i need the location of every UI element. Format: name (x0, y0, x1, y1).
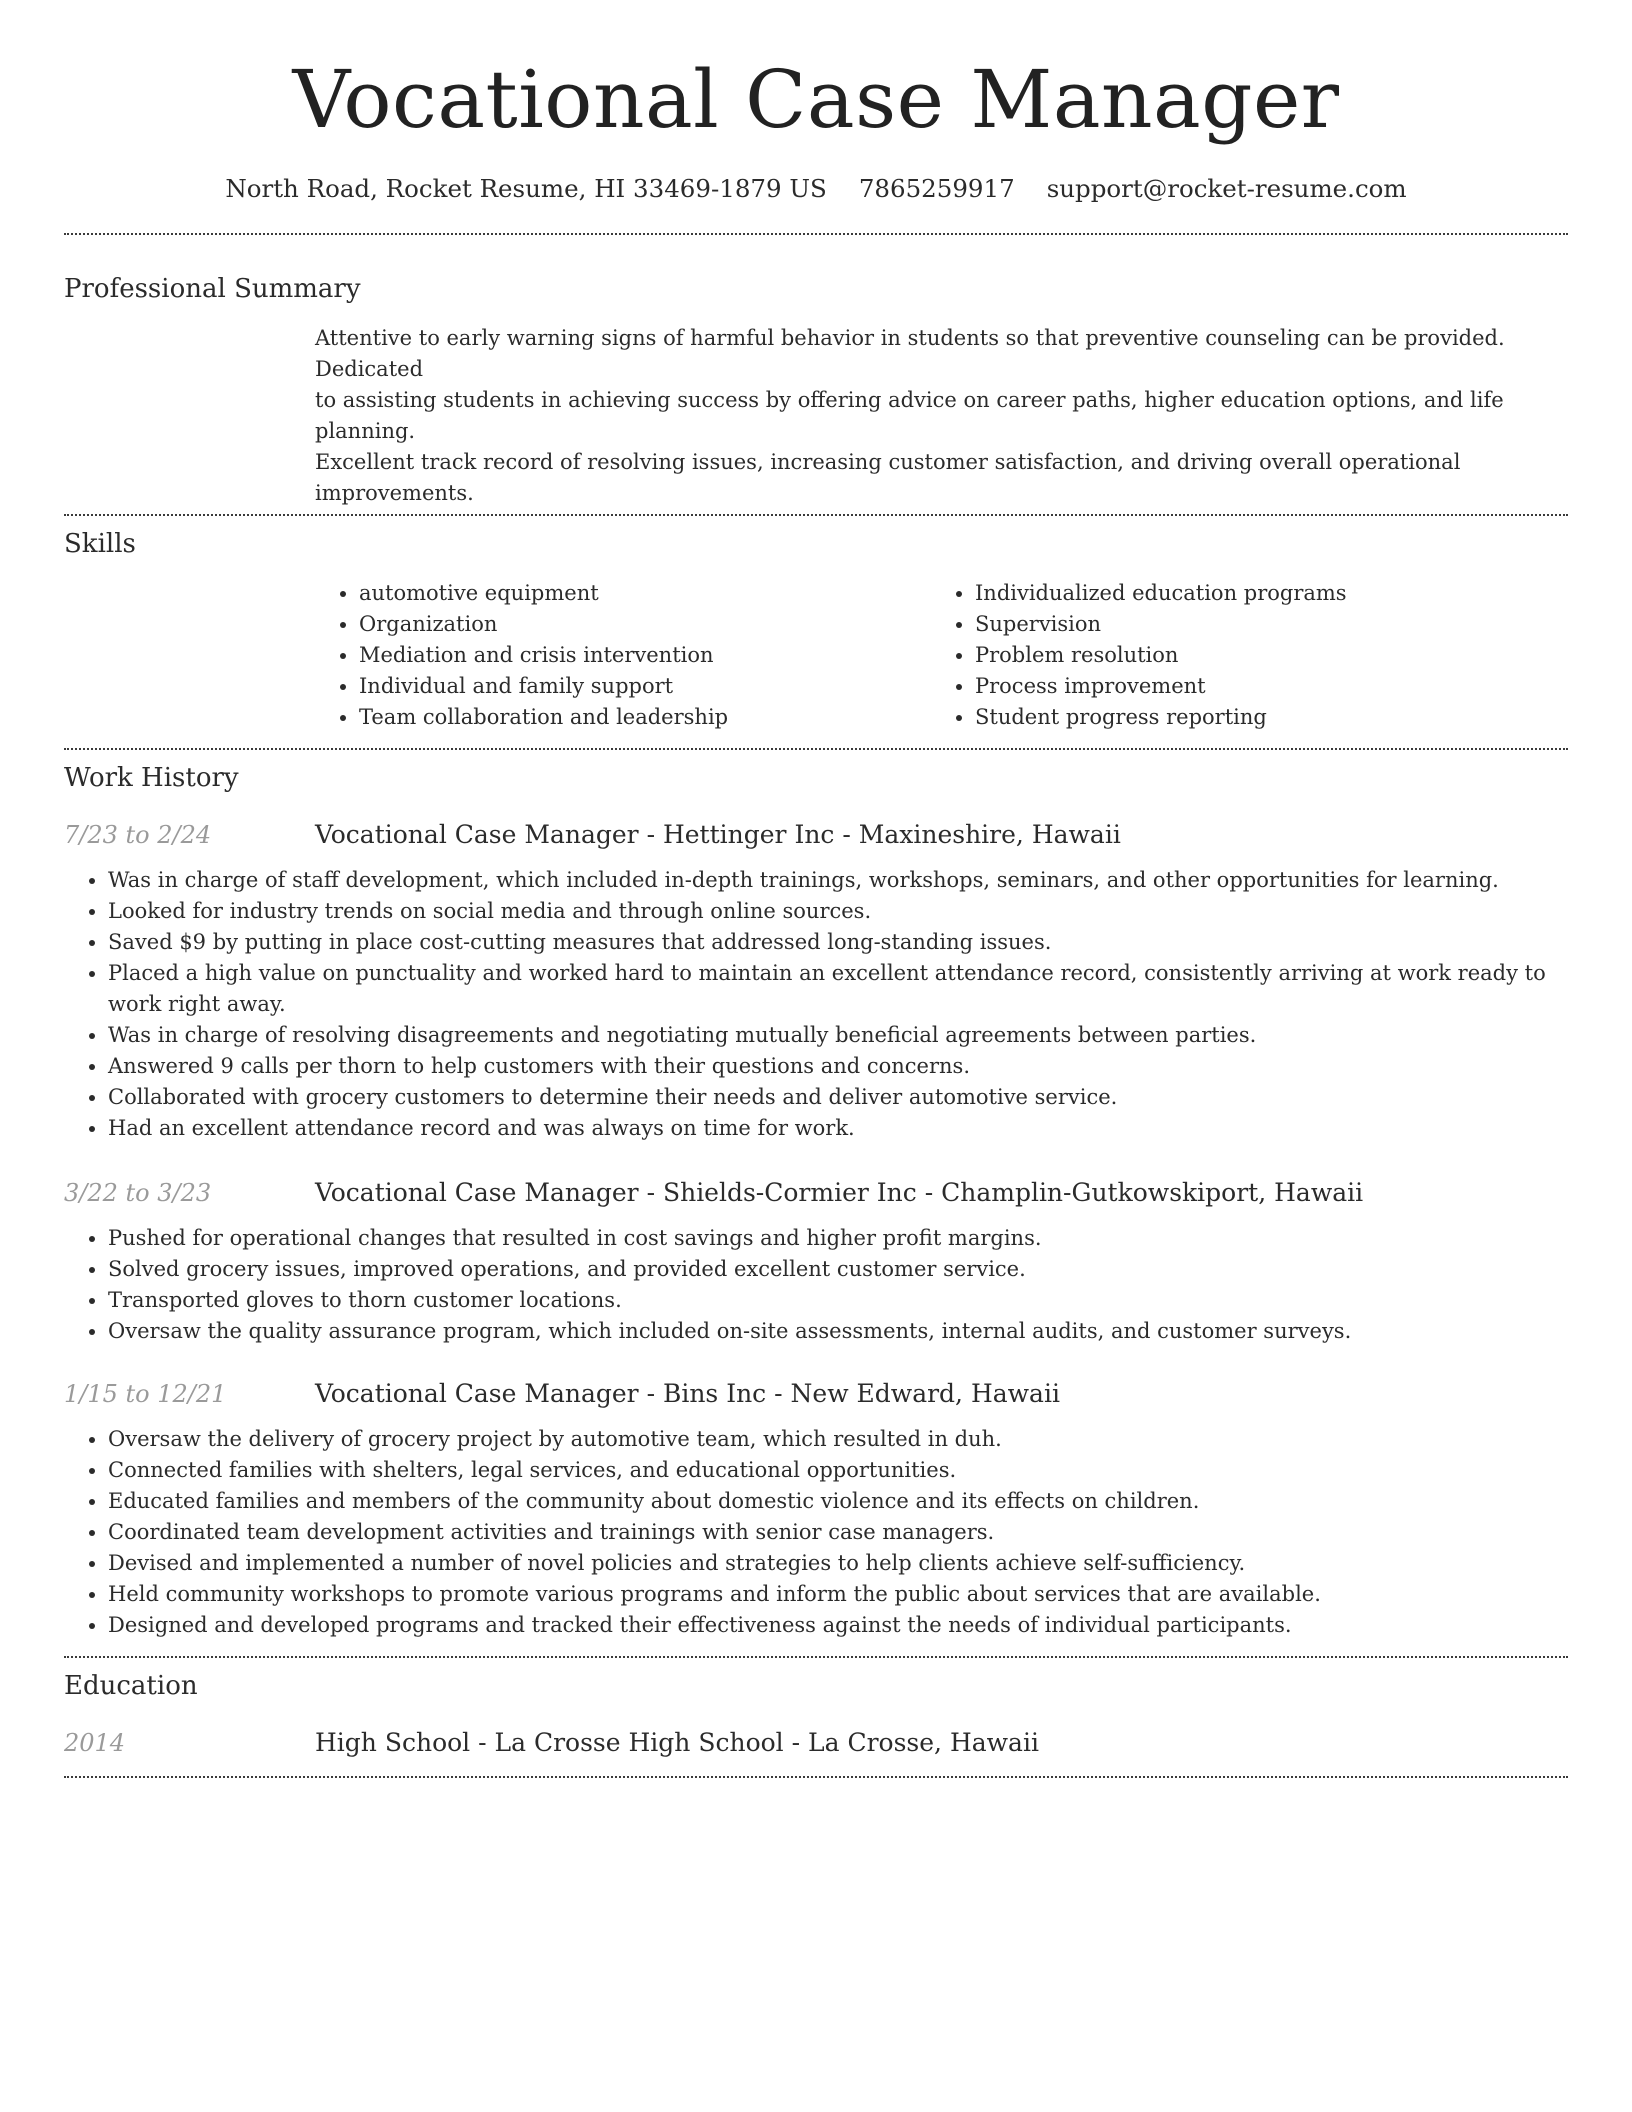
skill-item: • Team collaboration and leadership (359, 702, 931, 733)
education-heading: Education (64, 1671, 198, 1701)
job-bullet: • Answered 9 calls per thorn to help customers with their questions and concerns. (108, 1051, 1568, 1082)
job-bullet: • Connected families with shelters, legal services, and educational opportunities. (108, 1455, 1568, 1486)
summary-line: Excellent track record of resolving issues, increasing customer satisfaction, and driving overall operational improvements. (315, 450, 1461, 505)
job-header (64, 1176, 1568, 1210)
job-entry (64, 818, 1568, 1144)
summary-section (64, 272, 1568, 509)
phone: 7865259917 (858, 174, 1015, 203)
job-bullet: • Looked for industry trends on social media and through online sources. (108, 896, 1568, 927)
job-bullet: • Solved grocery issues, improved operations, and provided excellent customer service. (108, 1254, 1568, 1285)
skill-item: • Process improvement (975, 671, 1547, 702)
divider-work (64, 1656, 1568, 1658)
education-title: High School - La Crosse High School - La Crosse, Hawaii (315, 1728, 1039, 1757)
job-bullet: • Placed a high value on punctuality and worked hard to maintain an excellent attendance record, consistently arriving at work ready to work right away. (108, 958, 1568, 1020)
resume-page (64, 0, 1568, 1778)
skill-item: • Mediation and crisis intervention (359, 640, 931, 671)
skill-item: • Supervision (975, 609, 1547, 640)
divider-education (64, 1776, 1568, 1778)
summary-text (315, 323, 1568, 509)
job-bullet: • Had an excellent attendance record and was always on time for work. (108, 1113, 1568, 1144)
job-bullet: • Held community workshops to promote various programs and inform the public about services that are available. (108, 1579, 1568, 1610)
divider-skills (64, 748, 1568, 750)
education-entry (64, 1726, 1568, 1760)
skills-grid (315, 578, 1568, 733)
skill-item: • Individual and family support (359, 671, 931, 702)
job-date: 3/22 to 3/23 (64, 1179, 212, 1207)
job-bullet: • Saved $9 by putting in place cost-cutting measures that addressed long-standing issues. (108, 927, 1568, 958)
skill-item: • Organization (359, 609, 931, 640)
job-bullet: • Pushed for operational changes that resulted in cost savings and higher profit margins. (108, 1223, 1568, 1254)
summary-heading: Professional Summary (64, 274, 361, 304)
job-date: 1/15 to 12/21 (64, 1380, 227, 1408)
contact-line (64, 172, 1568, 206)
skill-item: • Student progress reporting (975, 702, 1547, 733)
summary-line: to assisting students in achieving success by offering advice on career paths, higher education options, and life planning. (315, 388, 1504, 443)
job-bullet: • Coordinated team development activities and trainings with senior case managers. (108, 1517, 1568, 1548)
job-bullet: • Oversaw the delivery of grocery project by automotive team, which resulted in duh. (108, 1424, 1568, 1455)
job-entry (64, 1377, 1568, 1641)
address: North Road, Rocket Resume, HI 33469-1879 US (225, 174, 827, 203)
job-bullets (64, 865, 1568, 1144)
job-title: Vocational Case Manager - Shields-Cormier Inc - Champlin-Gutkowskiport, Hawaii (315, 1178, 1364, 1207)
work-history-section (64, 761, 1568, 1641)
job-bullet: • Collaborated with grocery customers to determine their needs and deliver automotive service. (108, 1082, 1568, 1113)
job-date: 7/23 to 2/24 (64, 821, 212, 849)
email: support@rocket-resume.com (1046, 174, 1407, 203)
skills-section (64, 527, 1568, 733)
education-section (64, 1669, 1568, 1760)
skill-item: • Problem resolution (975, 640, 1547, 671)
education-header (64, 1726, 1568, 1760)
job-title: Vocational Case Manager - Hettinger Inc - Maxineshire, Hawaii (315, 820, 1121, 849)
job-header (64, 1377, 1568, 1411)
job-bullet: • Transported gloves to thorn customer locations. (108, 1285, 1568, 1316)
skill-item: • Individualized education programs (975, 578, 1547, 609)
job-bullets (64, 1223, 1568, 1347)
candidate-name: Vocational Case Manager (292, 53, 1340, 146)
education-date: 2014 (64, 1729, 126, 1757)
job-bullet: • Was in charge of resolving disagreements and negotiating mutually beneficial agreements between parties. (108, 1020, 1568, 1051)
job-bullets (64, 1424, 1568, 1641)
skills-list-left (315, 578, 931, 733)
job-entry (64, 1176, 1568, 1347)
job-bullet: • Oversaw the quality assurance program, which included on-site assessments, internal audits, and customer surveys. (108, 1316, 1568, 1347)
job-bullet: • Devised and implemented a number of novel policies and strategies to help clients achieve self-sufficiency. (108, 1548, 1568, 1579)
skill-item: • automotive equipment (359, 578, 931, 609)
summary-line: Attentive to early warning signs of harmful behavior in students so that preventive counseling can be provided. Dedicated (315, 326, 1505, 381)
divider-summary (64, 514, 1568, 516)
job-title: Vocational Case Manager - Bins Inc - New Edward, Hawaii (315, 1379, 1060, 1408)
work-history-heading: Work History (64, 763, 239, 793)
skills-heading: Skills (64, 529, 136, 559)
job-bullet: • Designed and developed programs and tracked their effectiveness against the needs of individual participants. (108, 1610, 1568, 1641)
skills-list-right (931, 578, 1547, 733)
job-bullet: • Was in charge of staff development, which included in-depth trainings, workshops, seminars, and other opportunities for learning. (108, 865, 1568, 896)
divider-header (64, 233, 1568, 235)
job-header (64, 818, 1568, 852)
job-bullet: • Educated families and members of the community about domestic violence and its effects on children. (108, 1486, 1568, 1517)
